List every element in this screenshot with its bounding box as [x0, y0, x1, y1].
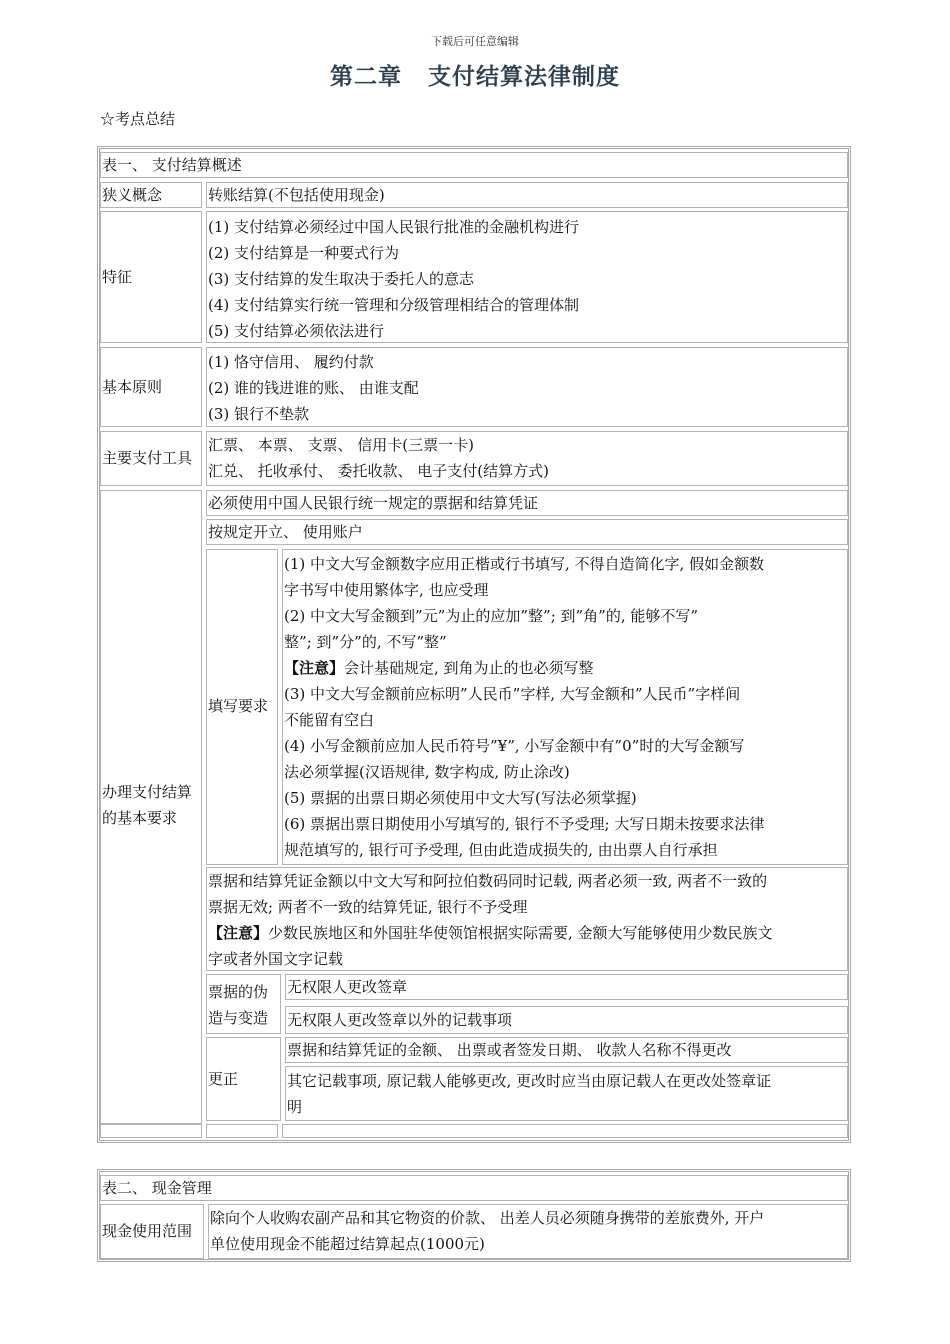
fill-line: (2) 中文大写金额到”元”为止的应加”整”; 到”角”的, 能够不写”: [284, 607, 699, 625]
fill-line: 不能留有空白: [284, 711, 375, 729]
narrow-value-cell: [206, 182, 848, 208]
fill-line: (5) 票据的出票日期必须使用中文大写(写法必须掌握): [284, 789, 637, 807]
top-note: 下载后可任意编辑: [431, 35, 519, 48]
cash-line: 单位使用现金不能超过结算起点(1000元): [210, 1235, 485, 1253]
note-line: [284, 655, 847, 681]
correct-label-cell: [206, 1037, 281, 1121]
forge-label-cell: [206, 974, 281, 1034]
note-text: 少数民族地区和外国驻华使领馆根据实际需要, 金额大写能够使用少数民族文: [268, 924, 773, 942]
tool-item: 汇兑、 托收承付、 委托收款、 电子支付(结算方式): [208, 462, 550, 480]
amount-line: 票据和结算凭证金额以中文大写和阿拉伯数码同时记载, 两者必须一致, 两者不一致的: [208, 872, 768, 890]
tools-label: 主要支付工具: [102, 449, 193, 467]
section-heading: ☆考点总结: [100, 110, 176, 128]
table2-caption-row: [100, 1175, 848, 1201]
forge-a-cell: [285, 974, 848, 1000]
req-a: 必须使用中国人民银行统一规定的票据和结算凭证: [208, 494, 539, 512]
feature-item: (3) 支付结算的发生取决于委托人的意志: [208, 270, 475, 288]
cash-scope: [208, 1204, 848, 1259]
forge-b: 无权限人更改签章以外的记载事项: [287, 1011, 513, 1029]
page-title: [0, 58, 950, 91]
note-line: [208, 920, 847, 946]
narrow-label-cell: [100, 182, 202, 208]
principle-item: (2) 谁的钱进谁的账、 由谁支配: [208, 379, 419, 397]
amount-line: 字或者外国文字记载: [208, 950, 344, 968]
fill-requirements: [282, 549, 848, 865]
features-label: 特征: [102, 268, 133, 286]
feature-item: (1) 支付结算必须经过中国人民银行批准的金融机构进行: [208, 218, 580, 236]
features-list: [206, 211, 848, 343]
correct-b-line: 明: [287, 1098, 303, 1116]
empty-row-cell: [206, 1124, 278, 1138]
table1-caption: 表一、 支付结算概述: [102, 156, 242, 174]
req-a-cell: [206, 490, 848, 516]
feature-item: (2) 支付结算是一种要式行为: [208, 244, 400, 262]
requirements-label-cell: [100, 490, 202, 1124]
cash-label-cell: [100, 1204, 204, 1259]
fill-label-cell: [206, 549, 278, 865]
chapter-number: 第二章: [330, 64, 402, 90]
empty-row-cell: [100, 1124, 202, 1138]
fill-line: (3) 中文大写金额前应标明”人民币”字样, 大写金额和”人民币”字样间: [284, 685, 741, 703]
amount-line: 票据无效; 两者不一致的结算凭证, 银行不予受理: [208, 898, 528, 916]
note-text: 会计基础规定, 到角为止的也必须写整: [344, 659, 594, 677]
tools-list: [206, 431, 848, 486]
feature-item: (5) 支付结算必须依法进行: [208, 322, 385, 340]
principle-item: (1) 恪守信用、 履约付款: [208, 353, 374, 371]
cash-label: 现金使用范围: [102, 1222, 193, 1240]
fill-line: (4) 小写金额前应加人民币符号”¥”, 小写金额中有”0”时的大写金额写: [284, 737, 745, 755]
cash-line: 除向个人收购农副产品和其它物资的价款、 出差人员必须随身携带的差旅费外, 开户: [210, 1209, 765, 1227]
requirements-label-1: 办理支付结算: [102, 783, 193, 801]
tools-label-cell: [100, 431, 202, 486]
principles-label: 基本原则: [102, 378, 163, 396]
correct-b-line: 其它记载事项, 原记载人能够更改, 更改时应当由原记载人在更改处签章证: [287, 1072, 772, 1090]
forge-label-2: 造与变造: [208, 1009, 269, 1027]
amount-statement: [206, 867, 848, 971]
correct-a: 票据和结算凭证的金额、 出票或者签发日期、 收款人名称不得更改: [287, 1041, 732, 1059]
narrow-label: 狭义概念: [102, 186, 163, 204]
fill-line: 字书写中使用繁体字, 也应受理: [284, 581, 489, 599]
fill-label: 填写要求: [208, 697, 269, 715]
correct-a-cell: [285, 1037, 848, 1063]
tool-item: 汇票、 本票、 支票、 信用卡(三票一卡): [208, 436, 475, 454]
narrow-value: 转账结算(不包括使用现金): [208, 186, 385, 204]
note-tag: 【注意】: [208, 924, 269, 942]
fill-line: (1) 中文大写金额数字应用正楷或行书填写, 不得自造简化字, 假如金额数: [284, 555, 765, 573]
forge-b-cell: [285, 1006, 848, 1034]
forge-label-1: 票据的伪: [208, 983, 269, 1001]
fill-line: 规范填写的, 银行可予受理, 但由此造成损失的, 由出票人自行承担: [284, 841, 718, 859]
req-b-cell: [206, 519, 848, 545]
table-payment-overview: [97, 146, 851, 1143]
feature-item: (4) 支付结算实行统一管理和分级管理相结合的管理体制: [208, 296, 580, 314]
principle-item: (3) 银行不垫款: [208, 405, 310, 423]
note-tag: 【注意】: [284, 659, 345, 677]
features-label-cell: [100, 211, 202, 343]
fill-line: (6) 票据出票日期使用小写填写的, 银行不予受理; 大写日期未按要求法律: [284, 815, 765, 833]
correct-b-cell: [285, 1066, 848, 1121]
table1-caption-row: [100, 152, 848, 178]
fill-line: 法必须掌握(汉语规律, 数字构成, 防止涂改): [284, 763, 570, 781]
empty-row-cell: [282, 1124, 848, 1138]
correct-label: 更正: [208, 1070, 239, 1088]
chapter-title: 支付结算法律制度: [428, 64, 620, 90]
req-b: 按规定开立、 使用账户: [208, 523, 363, 541]
forge-a: 无权限人更改签章: [287, 978, 408, 996]
principles-list: [206, 347, 848, 427]
fill-line: 整”; 到”分”的, 不写”整”: [284, 633, 447, 651]
table2-caption: 表二、 现金管理: [102, 1179, 212, 1197]
table-cash-management: [97, 1169, 851, 1262]
requirements-label-2: 的基本要求: [102, 809, 178, 827]
principles-label-cell: [100, 347, 202, 427]
